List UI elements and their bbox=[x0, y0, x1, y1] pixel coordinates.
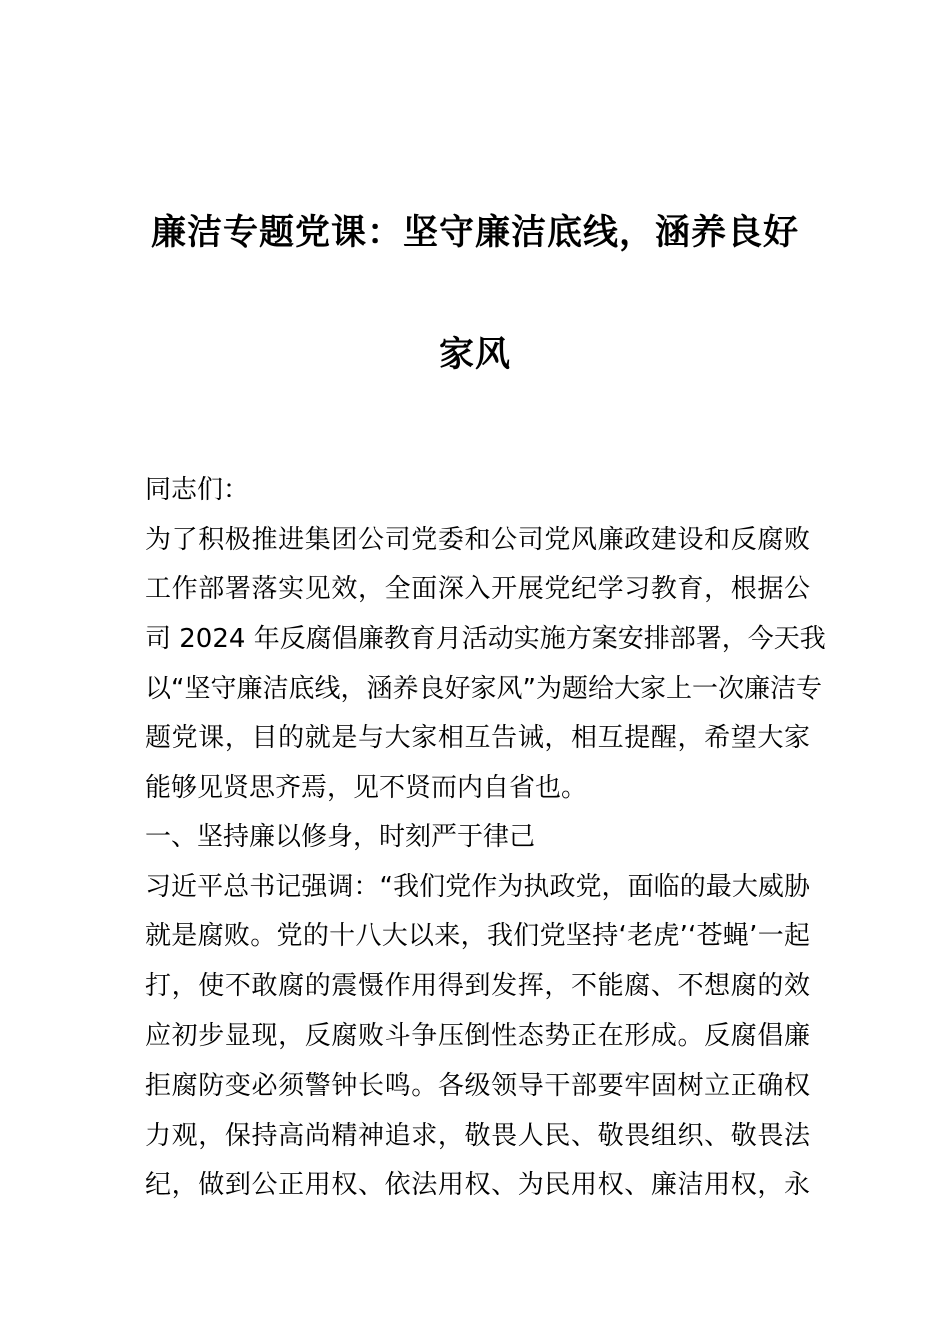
paragraph-1-line: 以“坚守廉洁底线，涵养良好家风”为题给大家上一次廉洁专 bbox=[145, 674, 822, 704]
section-1-heading: 一、坚持廉以修身，时刻严于律己 bbox=[145, 822, 536, 852]
paragraph-2-line: 拒腐防变必须警钟长鸣。各级领导干部要牢固树立正确权 bbox=[145, 1071, 810, 1101]
paragraph-1-line: 司 2024 年反腐倡廉教育月活动实施方案安排部署，今天我 bbox=[145, 624, 826, 654]
paragraph-1-line: 能够见贤思齐焉，见不贤而内自省也。 bbox=[145, 773, 588, 803]
paragraph-2-line: 力观，保持高尚精神追求，敬畏人民、敬畏组织、敬畏法 bbox=[145, 1121, 810, 1151]
document-title-line-1: 廉洁专题党课：坚守廉洁底线，涵养良好 bbox=[150, 213, 799, 253]
paragraph-2-line: 习近平总书记强调：“我们党作为执政党，面临的最大威胁 bbox=[145, 872, 810, 902]
paragraph-2-line: 纪，做到公正用权、依法用权、为民用权、廉洁用权，永 bbox=[145, 1170, 810, 1200]
paragraph-1-line: 题党课，目的就是与大家相互告诫，相互提醒，希望大家 bbox=[145, 723, 810, 753]
paragraph-2-line: 打，使不敢腐的震慑作用得到发挥，不能腐、不想腐的效 bbox=[145, 971, 810, 1001]
paragraph-2-line: 就是腐败。党的十八大以来，我们党坚持‘老虎’‘苍蝇’一起 bbox=[145, 921, 810, 951]
document-title-line-2: 家风 bbox=[438, 335, 511, 375]
salutation: 同志们： bbox=[145, 475, 250, 505]
paragraph-1-line: 工作部署落实见效，全面深入开展党纪学习教育，根据公 bbox=[145, 574, 810, 604]
paragraph-2-line: 应初步显现，反腐败斗争压倒性态势正在形成。反腐倡廉 bbox=[145, 1021, 810, 1051]
paragraph-1-line: 为了积极推进集团公司党委和公司党风廉政建设和反腐败 bbox=[145, 525, 810, 555]
